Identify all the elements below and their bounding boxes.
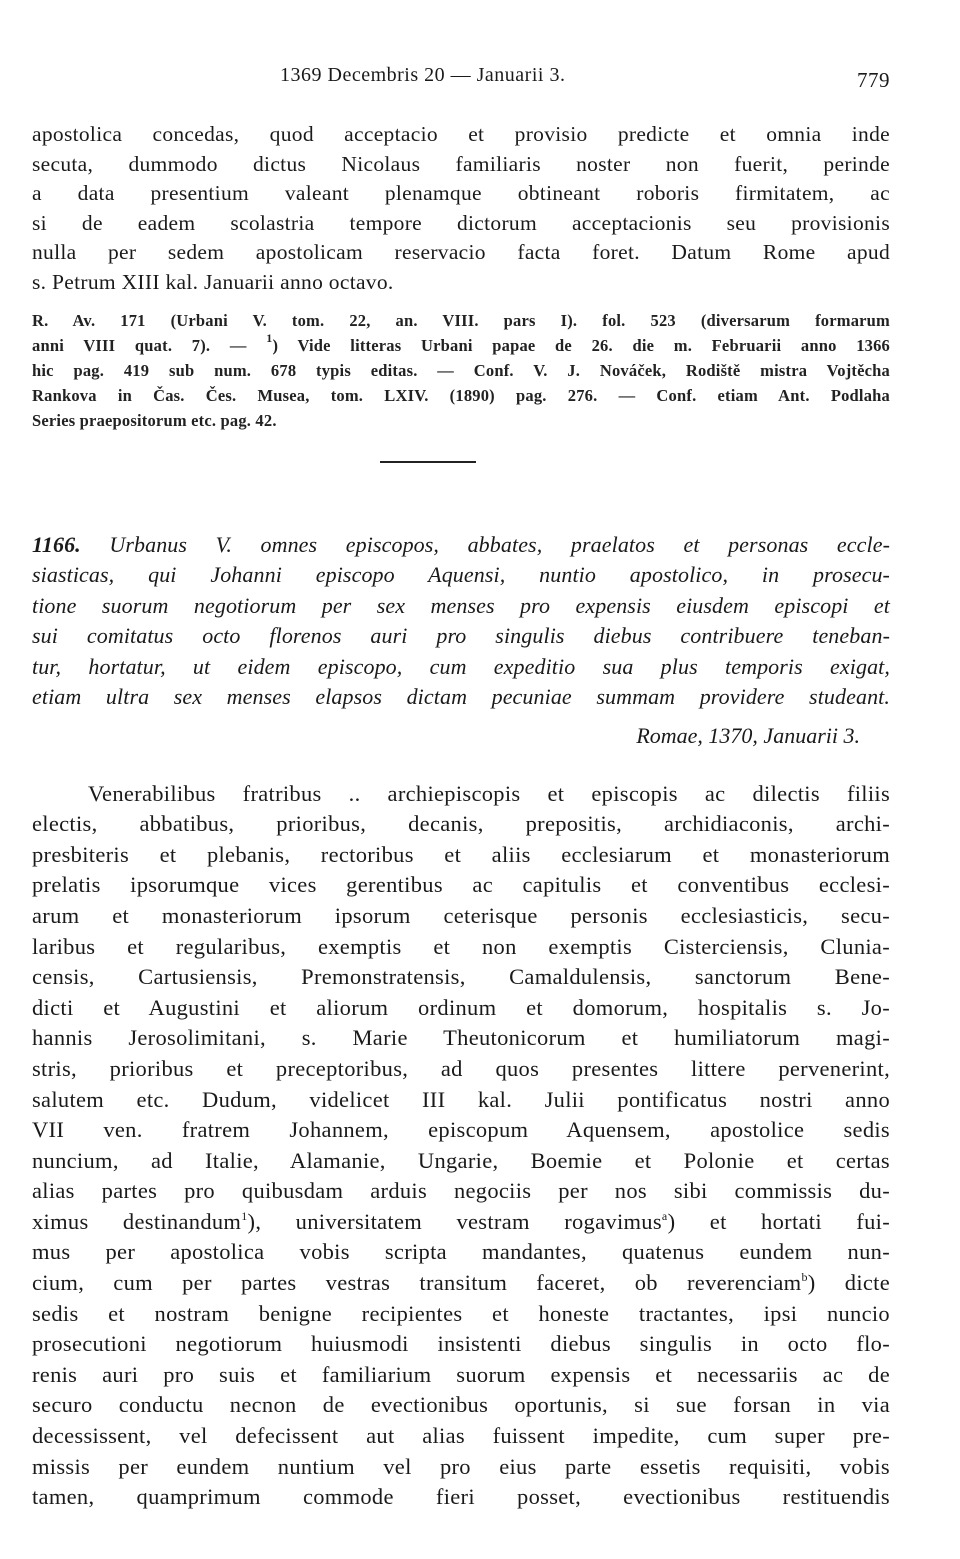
- regest-line: etiam ultra sex menses elapsos dictam pecuniae summam providere studeant.: [32, 684, 890, 710]
- body-line: nuncium, ad Italie, Alamanie, Ungarie, Boemie et Polonie et certas: [32, 1147, 890, 1173]
- body-text: ), universitatem vestram rogavimus: [247, 1208, 662, 1234]
- document-regest: [32, 530, 890, 713]
- body-line: VII ven. fratrem Johannem, episcopum Aquensem, apostolice sedis: [32, 1117, 890, 1143]
- regest-text: Urbanus V. omnes episcopos, abbates, praelatos et personas eccle-: [109, 531, 890, 557]
- regest-line: tione suorum negotiorum per sex menses pro expensis eiusdem episcopi et: [32, 592, 890, 618]
- text-line: s. Petrum XIII kal. Januarii anno octavo.: [32, 269, 394, 294]
- body-line: hannis Jerosolimitani, s. Marie Theutonicorum et humiliatorum magi-: [32, 1025, 890, 1051]
- text-line: apostolica concedas, quod acceptacio et provisio predicte et omnia inde: [32, 122, 890, 146]
- body-line: dicti et Augustini et aliorum ordinum et domorum, hospitalis s. Jo-: [32, 994, 890, 1020]
- running-header: [32, 58, 890, 98]
- body-line: securo conductu necnon de evectionibus oportunis, si sue forsan in via: [32, 1392, 890, 1418]
- body-line: tamen, quamprimum commode fieri posset, evectionibus restituendis: [32, 1484, 890, 1510]
- body-line: alias partes pro quibusdam arduis negociis per nos sibi commissis du-: [32, 1178, 890, 1204]
- header-title: 1369 Decembris 20 — Januarii 3.: [280, 64, 566, 86]
- place-date: Romae, 1370, Januarii 3.: [636, 722, 860, 748]
- regest-line: sui comitatus octo florenos auri pro singulis diebus contribuere teneban-: [32, 623, 890, 649]
- note-line: hic pag. 419 sub num. 678 typis editas. — Conf. V. J. Nováček, Rodiště mistra Vojtěcha: [32, 360, 890, 380]
- note-text: anni VIII quat. 7). —: [32, 335, 247, 355]
- regest-line: siasticas, qui Johanni episcopo Aquensi, nuntio apostolico, in prosecu-: [32, 562, 890, 588]
- regest-line: tur, hortatur, ut eidem episcopo, cum expeditio sua plus temporis exigat,: [32, 653, 890, 679]
- body-text: ximus destinandum: [32, 1208, 242, 1234]
- text-line: secuta, dummodo dictus Nicolaus familiaris noster non fuerit, perinde: [32, 151, 890, 176]
- body-text: cium, cum per partes vestras transitum faceret, ob reverenciam: [32, 1270, 802, 1296]
- body-line: sedis et nostram benigne recipientes et honeste tractantes, ipsi nuncio: [32, 1300, 890, 1326]
- text-line: a data presentium valeant plenamque obtineant roboris firmitatem, ac: [32, 181, 890, 206]
- body-line: prelatis ipsorumque vices gerentibus ac capitulis et conventibus ecclesi-: [32, 872, 890, 898]
- body-line: [32, 1268, 890, 1299]
- previous-document-text: [32, 120, 890, 298]
- body-line: stris, prioribus et preceptoribus, ad quos presentes littere pervenerint,: [32, 1055, 890, 1081]
- body-line: missis per eundem nuntium vel pro eius parte essetis requisiti, vobis: [32, 1453, 890, 1479]
- footnote-marker: a: [661, 1208, 668, 1223]
- text-line: nulla per sedem apostolicam reservacio facta foret. Datum Rome apud: [32, 240, 890, 265]
- document-number: 1166.: [32, 531, 81, 557]
- body-line: arum et monasteriorum ipsorum ceterisque personis ecclesiasticis, secu-: [32, 902, 890, 928]
- body-text: ) dicte: [807, 1270, 890, 1296]
- footnote-marker: 1: [266, 330, 273, 345]
- body-line: [32, 1207, 890, 1238]
- note-line: R. Av. 171 (Urbani V. tom. 22, an. VIII. pars I). fol. 523 (diversarum formarum: [32, 310, 890, 330]
- body-line: presbiteris et plebanis, rectoribus et aliis ecclesiarum et monasteriorum: [32, 841, 890, 867]
- body-line: renis auri pro suis et familiarium suorum expensis et necessariis ac de: [32, 1361, 890, 1387]
- regest-line: [32, 530, 890, 561]
- body-line: prosecutioni negotiorum huiusmodi insistenti diebus singulis in octo flo-: [32, 1331, 890, 1357]
- page-number: 779: [857, 68, 890, 92]
- document-body: [32, 779, 890, 1513]
- footnote-marker: 1: [241, 1208, 248, 1223]
- note-text: ) Vide litteras Urbani papae de 26. die m. Februarii anno 1366: [272, 335, 890, 355]
- body-line: decessissent, vel defecissent aut alias fuissent impedite, cum super pre-: [32, 1423, 890, 1449]
- section-divider: [380, 461, 476, 463]
- note-line: [32, 330, 890, 358]
- text-line: si de eadem scolastria tempore dictorum acceptacionis seu provisionis: [32, 210, 890, 235]
- body-line: censis, Cartusiensis, Premonstratensis, Camaldulensis, sanctorum Bene-: [32, 964, 890, 990]
- body-line: mus per apostolica vobis scripta mandantes, quatenus eundem nun-: [32, 1239, 890, 1265]
- note-line: Series praepositorum etc. pag. 42.: [32, 410, 277, 430]
- source-notes: [32, 308, 890, 433]
- footnote-marker: b: [801, 1270, 808, 1285]
- body-line: Venerabilibus fratribus .. archiepiscopis et episcopis ac dilectis filiis: [88, 780, 890, 806]
- body-line: laribus et regularibus, exemptis et non exemptis Cisterciensis, Clunia-: [32, 933, 890, 959]
- body-text: ) et hortati fui-: [667, 1208, 890, 1234]
- note-line: Rankova in Čas. Čes. Musea, tom. LXIV. (1890) pag. 276. — Conf. etiam Ant. Podlaha: [32, 385, 890, 405]
- body-line: electis, abbatibus, prioribus, decanis, prepositis, archidiaconis, archi-: [32, 811, 890, 837]
- body-line: salutem etc. Dudum, videlicet III kal. Julii pontificatus nostri anno: [32, 1086, 890, 1112]
